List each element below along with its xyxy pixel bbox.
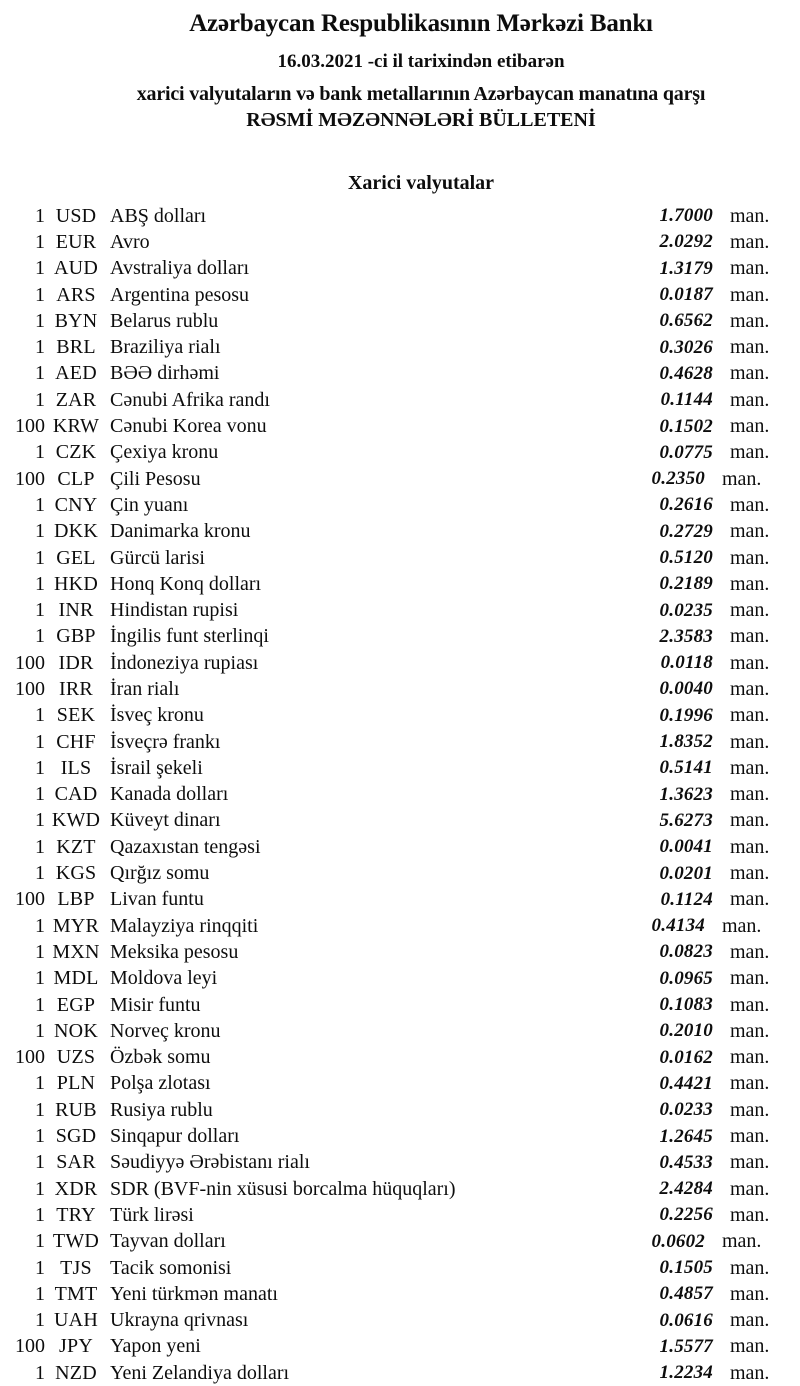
rate-value-cell: 0.1505 (659, 1257, 713, 1279)
currency-name-cell: Cənubi Korea vonu (110, 415, 267, 438)
rate-value-cell: 0.3026 (659, 336, 713, 358)
rate-value-cell: 0.4857 (659, 1283, 713, 1305)
unit-label-cell: man. (730, 993, 770, 1016)
currency-name-cell: Honq Konq dolları (110, 572, 262, 595)
rate-value-cell: 0.0118 (660, 652, 713, 674)
quantity-cell: 1 (35, 230, 45, 253)
rate-value-cell: 0.0965 (659, 967, 713, 989)
currency-code-cell: KRW (52, 415, 100, 438)
rate-value-cell: 0.4134 (651, 915, 705, 937)
table-row (0, 860, 800, 886)
currency-code-cell: MDL (53, 967, 99, 990)
unit-label-cell: man. (730, 1361, 770, 1384)
rate-value-cell: 1.3179 (659, 257, 713, 279)
currency-name-cell: Moldova leyi (110, 967, 218, 990)
quantity-cell: 1 (35, 914, 45, 937)
currency-name-cell: Ukrayna qrivnası (110, 1309, 249, 1332)
table-row (0, 1229, 800, 1255)
currency-name-cell: BƏƏ dirhəmi (110, 362, 220, 385)
rate-value-cell: 0.0235 (659, 599, 713, 621)
table-row (0, 1123, 800, 1149)
currency-name-cell: Danimarka kronu (110, 520, 251, 543)
unit-label-cell: man. (730, 1282, 770, 1305)
currency-code-cell: NOK (54, 1019, 98, 1042)
table-row (0, 282, 800, 308)
unit-label-cell: man. (730, 388, 770, 411)
currency-name-cell: Avro (110, 230, 150, 253)
currency-code-cell: TWD (52, 1230, 100, 1253)
quantity-cell: 1 (35, 599, 45, 622)
currency-code-cell: TJS (60, 1256, 92, 1279)
quantity-cell: 100 (15, 651, 45, 674)
quantity-cell: 1 (35, 441, 45, 464)
currency-name-cell: Qırğız somu (110, 862, 210, 885)
unit-label-cell: man. (730, 730, 770, 753)
quantity-cell: 1 (35, 835, 45, 858)
unit-label-cell: man. (730, 835, 770, 858)
table-row (0, 966, 800, 992)
currency-code-cell: JPY (59, 1335, 93, 1358)
quantity-cell: 1 (35, 1125, 45, 1148)
section-title-foreign-currencies: Xarici valyutalar (347, 172, 495, 194)
rate-value-cell: 0.4533 (659, 1151, 713, 1173)
table-row (0, 834, 800, 860)
table-row (0, 1334, 800, 1360)
currency-code-cell: GEL (56, 546, 96, 569)
unit-label-cell: man. (730, 309, 770, 332)
quantity-cell: 1 (35, 625, 45, 648)
table-row (0, 939, 800, 965)
rate-value-cell: 0.2189 (659, 573, 713, 595)
currency-code-cell: CZK (55, 441, 97, 464)
quantity-cell: 1 (35, 309, 45, 332)
currency-code-cell: CNY (54, 493, 98, 516)
table-row (0, 413, 800, 439)
currency-name-cell: Avstraliya dolları (110, 257, 250, 280)
rate-value-cell: 0.2350 (651, 468, 705, 490)
currency-code-cell: MXN (52, 940, 100, 963)
currency-name-cell: Meksika pesosu (110, 940, 239, 963)
rate-value-cell: 0.0775 (659, 441, 713, 463)
quantity-cell: 1 (35, 1072, 45, 1095)
unit-label-cell: man. (730, 677, 770, 700)
currency-name-cell: Küveyt dinarı (110, 809, 221, 832)
unit-label-cell: man. (730, 651, 770, 674)
table-row (0, 308, 800, 334)
table-row (0, 597, 800, 623)
unit-label-cell: man. (722, 1230, 762, 1253)
currency-name-cell: Yeni türkmən manatı (110, 1282, 278, 1305)
quantity-cell: 1 (35, 1151, 45, 1174)
rate-value-cell: 1.2234 (659, 1362, 713, 1384)
table-row (0, 387, 800, 413)
effective-date-line: 16.03.2021 -ci il tarixindən etibarən (277, 51, 565, 72)
unit-label-cell: man. (730, 809, 770, 832)
table-row (0, 334, 800, 360)
quantity-cell: 1 (35, 862, 45, 885)
quantity-cell: 1 (35, 809, 45, 832)
unit-label-cell: man. (730, 625, 770, 648)
rate-value-cell: 0.1996 (659, 704, 713, 726)
unit-label-cell: man. (730, 362, 770, 385)
unit-label-cell: man. (730, 546, 770, 569)
currency-code-cell: BRL (56, 336, 96, 359)
currency-code-cell: PLN (56, 1072, 96, 1095)
currency-name-cell: Sinqapur dolları (110, 1125, 240, 1148)
rate-value-cell: 0.4628 (659, 362, 713, 384)
rate-value-cell: 2.3583 (659, 625, 713, 647)
quantity-cell: 1 (35, 204, 45, 227)
table-row (0, 913, 800, 939)
currency-name-cell: Çili Pesosu (110, 467, 201, 490)
currency-name-cell: İsveçrə frankı (110, 730, 221, 753)
unit-label-cell: man. (730, 336, 770, 359)
unit-label-cell: man. (722, 467, 762, 490)
currency-code-cell: IDR (58, 651, 94, 674)
currency-name-cell: Rusiya rublu (110, 1098, 213, 1121)
currency-code-cell: RUB (55, 1098, 97, 1121)
currency-name-cell: Hindistan rupisi (110, 599, 239, 622)
quantity-cell: 1 (35, 1309, 45, 1332)
currency-name-cell: İndoneziya rupiası (110, 651, 259, 674)
unit-label-cell: man. (730, 1125, 770, 1148)
table-row (0, 650, 800, 676)
currency-name-cell: Norveç kronu (110, 1019, 221, 1042)
currency-name-cell: SDR (BVF-nin xüsusi borcalma hüquqları) (110, 1177, 456, 1200)
rate-value-cell: 1.8352 (659, 731, 713, 753)
currency-code-cell: SGD (55, 1125, 97, 1148)
table-row (0, 782, 800, 808)
unit-label-cell: man. (730, 1203, 770, 1226)
currency-name-cell: Malayziya rinqqiti (110, 914, 259, 937)
rate-value-cell: 0.2729 (659, 520, 713, 542)
quantity-cell: 1 (35, 362, 45, 385)
table-row (0, 466, 800, 492)
rate-value-cell: 0.0616 (659, 1309, 713, 1331)
unit-label-cell: man. (730, 704, 770, 727)
unit-label-cell: man. (730, 230, 770, 253)
unit-label-cell: man. (730, 599, 770, 622)
rate-value-cell: 0.0823 (659, 941, 713, 963)
currency-code-cell: KGS (55, 862, 97, 885)
rate-value-cell: 0.0233 (659, 1099, 713, 1121)
table-row (0, 624, 800, 650)
rate-value-cell: 0.1083 (659, 994, 713, 1016)
currency-name-cell: Qazaxıstan tengəsi (110, 835, 261, 858)
table-row (0, 1255, 800, 1281)
rate-value-cell: 1.7000 (659, 205, 713, 227)
rate-value-cell: 1.5577 (659, 1335, 713, 1357)
unit-label-cell: man. (730, 441, 770, 464)
rate-value-cell: 0.1124 (660, 888, 713, 910)
currency-name-cell: ABŞ dolları (110, 204, 207, 227)
currency-name-cell: Cənubi Afrika randı (110, 388, 270, 411)
rate-value-cell: 0.5141 (659, 757, 713, 779)
unit-label-cell: man. (730, 520, 770, 543)
currency-code-cell: TMT (54, 1282, 98, 1305)
currency-code-cell: EUR (55, 230, 97, 253)
quantity-cell: 1 (35, 993, 45, 1016)
rate-value-cell: 0.6562 (659, 310, 713, 332)
unit-label-cell: man. (730, 940, 770, 963)
currency-code-cell: ZAR (55, 388, 97, 411)
currency-code-cell: AED (55, 362, 97, 385)
unit-label-cell: man. (730, 1019, 770, 1042)
currency-code-cell: HKD (54, 572, 98, 595)
table-row (0, 1071, 800, 1097)
table-row (0, 1281, 800, 1307)
quantity-cell: 100 (15, 888, 45, 911)
currency-name-cell: Braziliya rialı (110, 336, 221, 359)
table-row (0, 703, 800, 729)
rate-value-cell: 5.6273 (659, 809, 713, 831)
quantity-cell: 1 (35, 756, 45, 779)
rate-value-cell: 0.0041 (659, 836, 713, 858)
currency-name-cell: İngilis funt sterlinqi (110, 625, 269, 648)
currency-name-cell: Yapon yeni (110, 1335, 201, 1358)
bulletin-header (0, 0, 800, 131)
quantity-cell: 100 (15, 467, 45, 490)
unit-label-cell: man. (730, 1151, 770, 1174)
currency-code-cell: USD (55, 204, 97, 227)
currency-name-cell: Türk lirəsi (110, 1203, 194, 1226)
quantity-cell: 1 (35, 940, 45, 963)
quantity-cell: 100 (15, 415, 45, 438)
currency-name-cell: İran rialı (110, 677, 180, 700)
quantity-cell: 1 (35, 783, 45, 806)
unit-label-cell: man. (730, 1335, 770, 1358)
unit-label-cell: man. (730, 572, 770, 595)
currency-code-cell: ILS (60, 756, 92, 779)
currency-name-cell: Çexiya kronu (110, 441, 219, 464)
table-row (0, 492, 800, 518)
rate-value-cell: 0.5120 (659, 547, 713, 568)
currency-code-cell: LBP (57, 888, 95, 911)
currency-name-cell: Belarus rublu (110, 309, 219, 332)
currency-code-cell: DKK (54, 520, 98, 543)
table-row (0, 729, 800, 755)
quantity-cell: 1 (35, 704, 45, 727)
currency-name-cell: Özbək somu (110, 1046, 211, 1069)
rate-value-cell: 0.2616 (659, 494, 713, 516)
unit-label-cell: man. (730, 1072, 770, 1095)
currency-code-cell: UZS (56, 1046, 96, 1069)
table-row (0, 1097, 800, 1123)
unit-label-cell: man. (730, 257, 770, 280)
table-row (0, 519, 800, 545)
unit-label-cell: man. (730, 283, 770, 306)
currency-name-cell: Yeni Zelandiya dolları (110, 1361, 290, 1384)
rate-value-cell: 2.4284 (659, 1178, 713, 1200)
currency-code-cell: EGP (56, 993, 96, 1016)
table-row (0, 755, 800, 781)
currency-name-cell: Argentina pesosu (110, 283, 250, 306)
quantity-cell: 1 (35, 1230, 45, 1253)
unit-label-cell: man. (730, 862, 770, 885)
table-row (0, 203, 800, 229)
table-row (0, 992, 800, 1018)
table-row (0, 361, 800, 387)
currency-code-cell: IRR (59, 677, 93, 700)
currency-code-cell: KZT (56, 835, 96, 858)
currency-name-cell: Səudiyyə Ərəbistanı rialı (110, 1151, 310, 1174)
quantity-cell: 100 (15, 1335, 45, 1358)
rate-value-cell: 0.2010 (659, 1020, 713, 1042)
currency-code-cell: ARS (56, 283, 96, 306)
table-row (0, 1045, 800, 1071)
quantity-cell: 100 (15, 1046, 45, 1069)
page-title: Azərbaycan Respublikasının Mərkəzi Bankı (189, 10, 653, 37)
rate-value-cell: 0.0040 (659, 678, 713, 700)
table-row (0, 676, 800, 702)
currency-code-cell: CLP (57, 467, 95, 490)
table-row (0, 1307, 800, 1333)
currency-code-cell: AUD (54, 257, 98, 280)
quantity-cell: 1 (35, 572, 45, 595)
table-row (0, 1018, 800, 1044)
unit-label-cell: man. (730, 493, 770, 516)
rate-value-cell: 2.0292 (659, 231, 713, 253)
rate-value-cell: 0.1502 (659, 415, 713, 437)
currency-code-cell: SEK (56, 704, 96, 727)
table-row (0, 229, 800, 255)
unit-label-cell: man. (722, 914, 762, 937)
table-row (0, 545, 800, 571)
unit-label-cell: man. (730, 415, 770, 438)
currency-name-cell: Gürcü larisi (110, 546, 205, 569)
quantity-cell: 1 (35, 1282, 45, 1305)
table-row (0, 808, 800, 834)
currency-code-cell: MYR (52, 914, 100, 937)
rate-value-cell: 1.3623 (659, 783, 713, 805)
unit-label-cell: man. (730, 1256, 770, 1279)
quantity-cell: 1 (35, 1098, 45, 1121)
currency-code-cell: CHF (56, 730, 96, 753)
rate-value-cell: 1.2645 (659, 1125, 713, 1147)
currency-code-cell: BYN (54, 309, 98, 332)
quantity-cell: 1 (35, 520, 45, 543)
subtitle-line: xarici valyutaların və bank metallarının Azərbaycan manatına qarşı (136, 83, 706, 105)
quantity-cell: 1 (35, 1019, 45, 1042)
rates-table (0, 203, 800, 1386)
quantity-cell: 1 (35, 730, 45, 753)
unit-label-cell: man. (730, 1177, 770, 1200)
quantity-cell: 1 (35, 1203, 45, 1226)
currency-name-cell: Livan funtu (110, 888, 204, 911)
quantity-cell: 1 (35, 388, 45, 411)
quantity-cell: 1 (35, 967, 45, 990)
table-row (0, 1150, 800, 1176)
table-row (0, 1176, 800, 1202)
unit-label-cell: man. (730, 204, 770, 227)
rate-value-cell: 0.4421 (659, 1072, 713, 1094)
currency-code-cell: CAD (54, 783, 98, 806)
unit-label-cell: man. (730, 756, 770, 779)
unit-label-cell: man. (730, 888, 770, 911)
currency-name-cell: İsrail şekeli (110, 756, 203, 779)
quantity-cell: 100 (15, 677, 45, 700)
rate-value-cell: 0.2256 (659, 1204, 713, 1226)
quantity-cell: 1 (35, 1361, 45, 1384)
currency-code-cell: UAH (54, 1309, 98, 1332)
table-row (0, 256, 800, 282)
currency-name-cell: İsveç kronu (110, 704, 204, 727)
quantity-cell: 1 (35, 493, 45, 516)
currency-code-cell: SAR (56, 1151, 96, 1174)
currency-code-cell: INR (58, 599, 94, 622)
currency-code-cell: KWD (51, 809, 101, 832)
currency-code-cell: NZD (55, 1361, 97, 1384)
quantity-cell: 1 (35, 1256, 45, 1279)
unit-label-cell: man. (730, 1309, 770, 1332)
rate-value-cell: 0.0187 (659, 284, 713, 306)
currency-code-cell: TRY (56, 1203, 96, 1226)
quantity-cell: 1 (35, 283, 45, 306)
unit-label-cell: man. (730, 1046, 770, 1069)
currency-name-cell: Polşa zlotası (110, 1072, 211, 1095)
currency-code-cell: GBP (56, 625, 96, 648)
rate-value-cell: 0.1144 (660, 389, 713, 411)
currency-code-cell: XDR (54, 1177, 98, 1200)
unit-label-cell: man. (730, 1098, 770, 1121)
quantity-cell: 1 (35, 257, 45, 280)
rate-value-cell: 0.0201 (659, 862, 713, 884)
quantity-cell: 1 (35, 546, 45, 569)
table-row (0, 1202, 800, 1228)
table-row (0, 887, 800, 913)
rate-value-cell: 0.0162 (659, 1046, 713, 1068)
currency-name-cell: Çin yuanı (110, 493, 189, 516)
currency-name-cell: Tacik somonisi (110, 1256, 232, 1279)
currency-name-cell: Tayvan dolları (110, 1230, 226, 1253)
table-row (0, 571, 800, 597)
table-row (0, 1360, 800, 1386)
unit-label-cell: man. (730, 783, 770, 806)
rate-value-cell: 0.0602 (651, 1230, 705, 1252)
quantity-cell: 1 (35, 1177, 45, 1200)
table-row (0, 440, 800, 466)
quantity-cell: 1 (35, 336, 45, 359)
currency-name-cell: Kanada dolları (110, 783, 229, 806)
bulletin-title-line: RƏSMİ MƏZƏNNƏLƏRİ BÜLLETENİ (246, 109, 596, 131)
unit-label-cell: man. (730, 967, 770, 990)
currency-name-cell: Misir funtu (110, 993, 201, 1016)
